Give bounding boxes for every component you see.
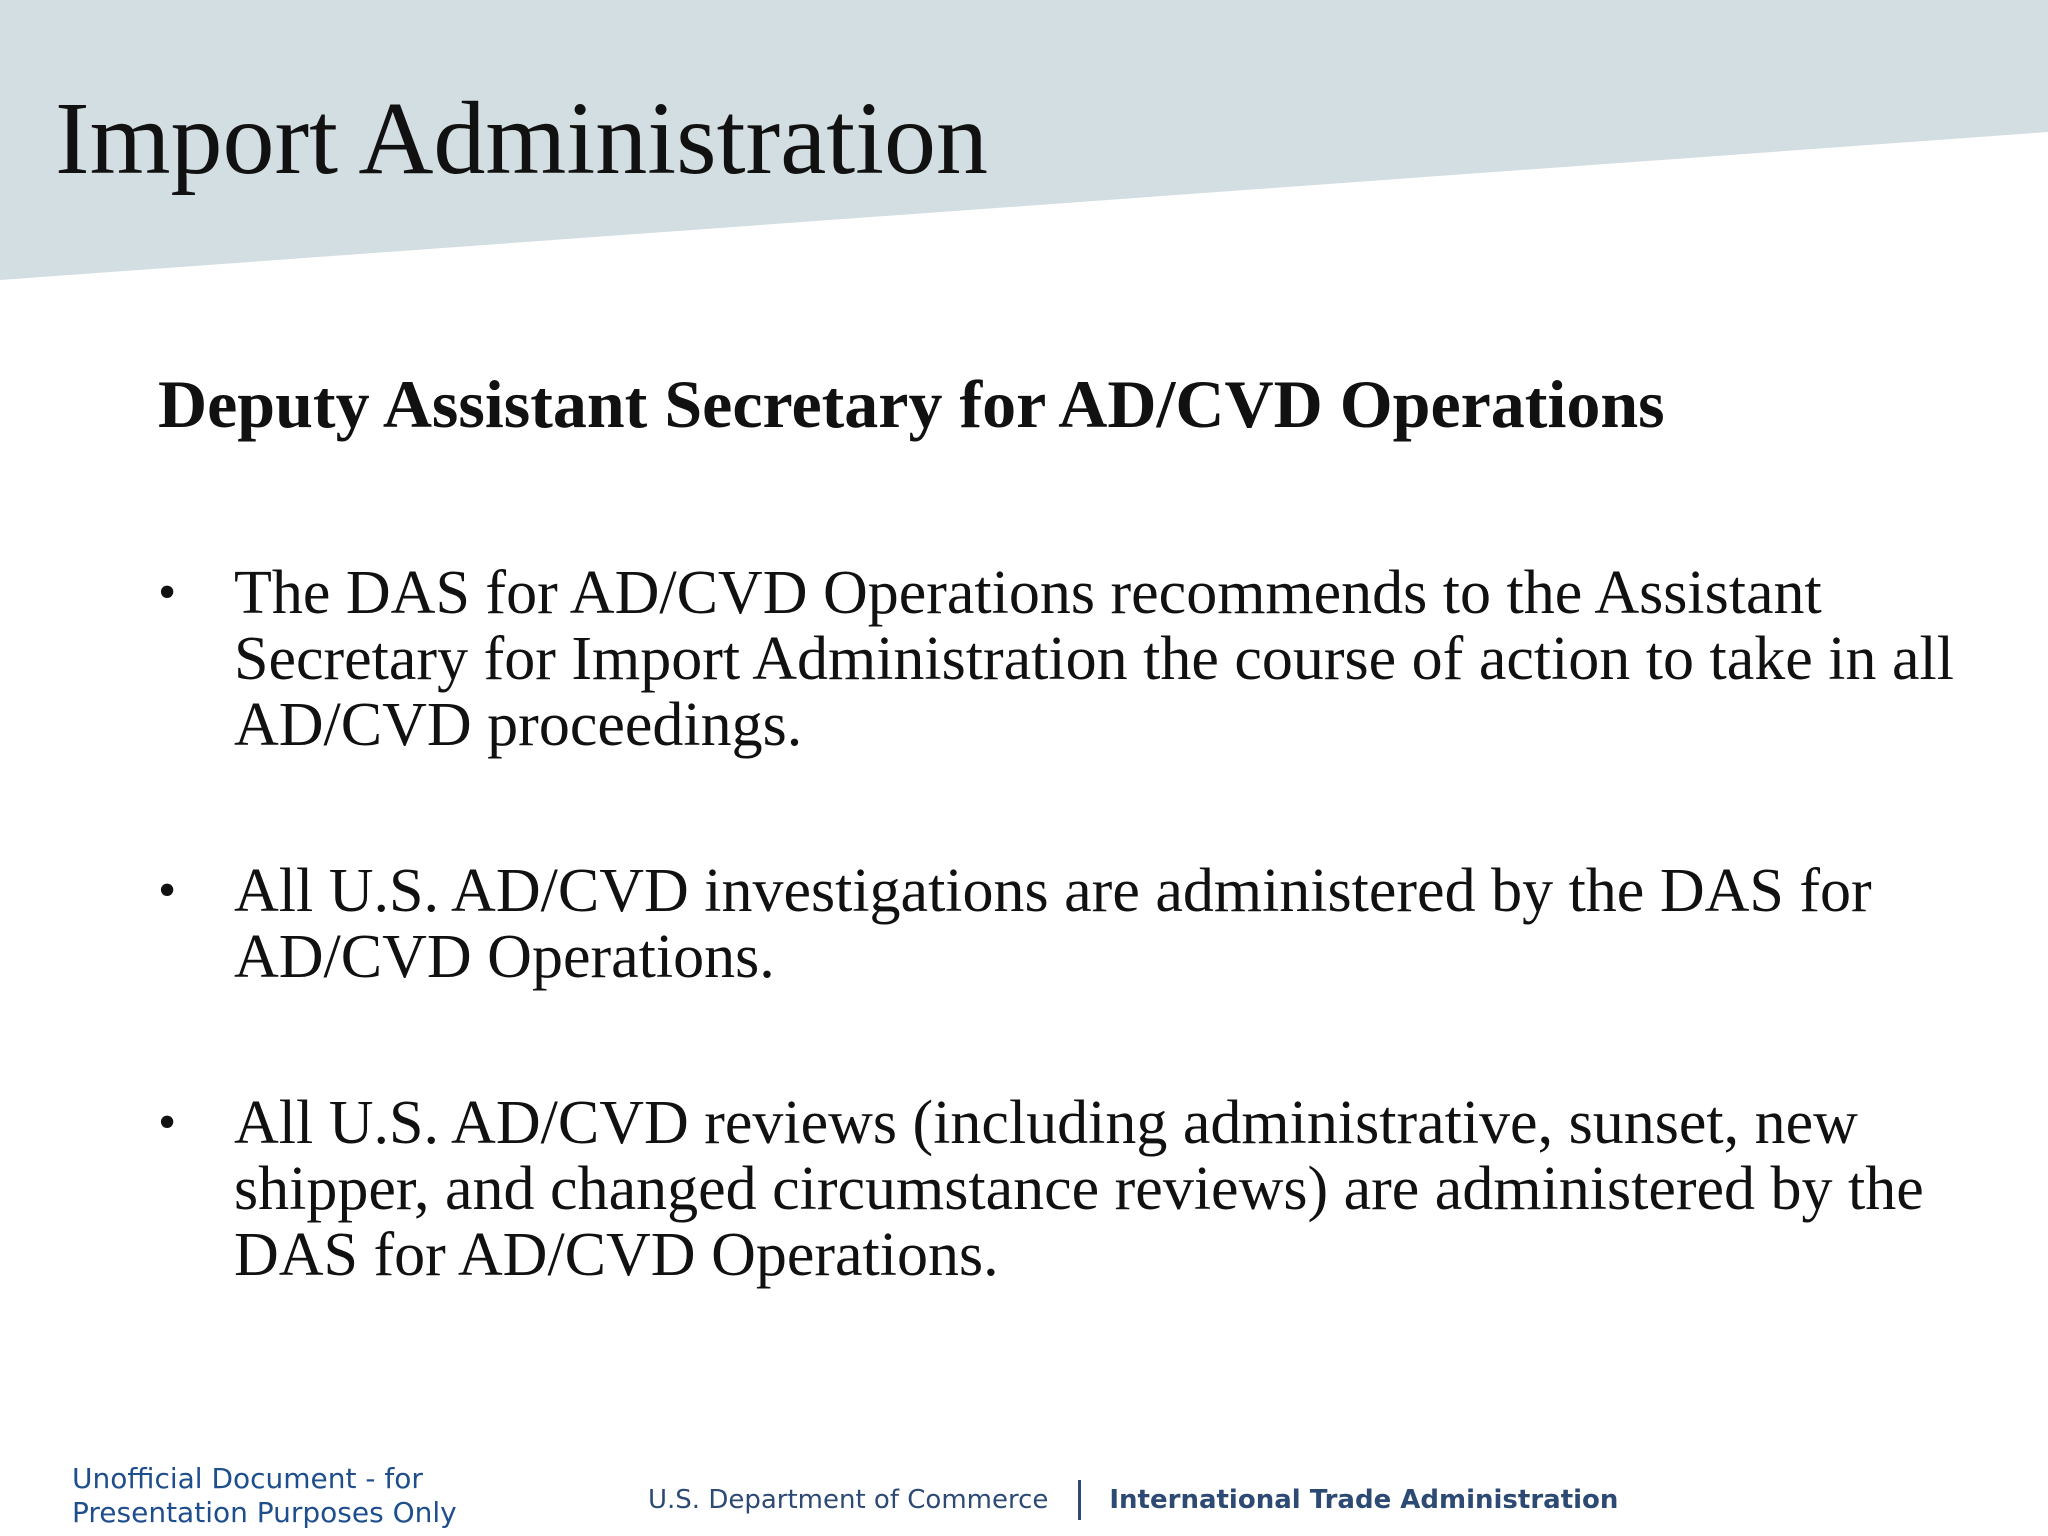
bullet-item — [158, 560, 1988, 758]
bullet-icon: • — [158, 862, 177, 919]
slide-subtitle: Deputy Assistant Secretary for AD/CVD Operations — [158, 366, 1665, 442]
bullet-list — [158, 560, 1988, 1288]
footer-agency: International Trade Administration — [1109, 1485, 1619, 1515]
footer-logo — [648, 1480, 1618, 1520]
bullet-text: All U.S. AD/CVD investigations are administered by the DAS for AD/CVD Operations. — [234, 857, 1872, 991]
disclaimer-line: Presentation Purposes Only — [72, 1496, 457, 1529]
slide-title: Import Administration — [55, 81, 989, 196]
bullet-text: The DAS for AD/CVD Operations recommends to the Assistant Secretary for Import Administration the course of action to take in all AD/CVD proceedings. — [234, 559, 1954, 759]
footer-department: U.S. Department of Commerce — [648, 1485, 1049, 1515]
bullet-text: All U.S. AD/CVD reviews (including administrative, sunset, new shipper, and changed circumstance reviews) are administered by the DAS for AD/CVD Operations. — [234, 1089, 1924, 1289]
bullet-icon: • — [158, 1094, 177, 1151]
bullet-item — [158, 1090, 1988, 1288]
bullet-item — [158, 858, 1988, 990]
bullet-icon: • — [158, 564, 177, 621]
disclaimer-line: Unofficial Document - for — [72, 1462, 423, 1495]
footer-divider — [1078, 1480, 1081, 1520]
disclaimer — [72, 1462, 457, 1530]
